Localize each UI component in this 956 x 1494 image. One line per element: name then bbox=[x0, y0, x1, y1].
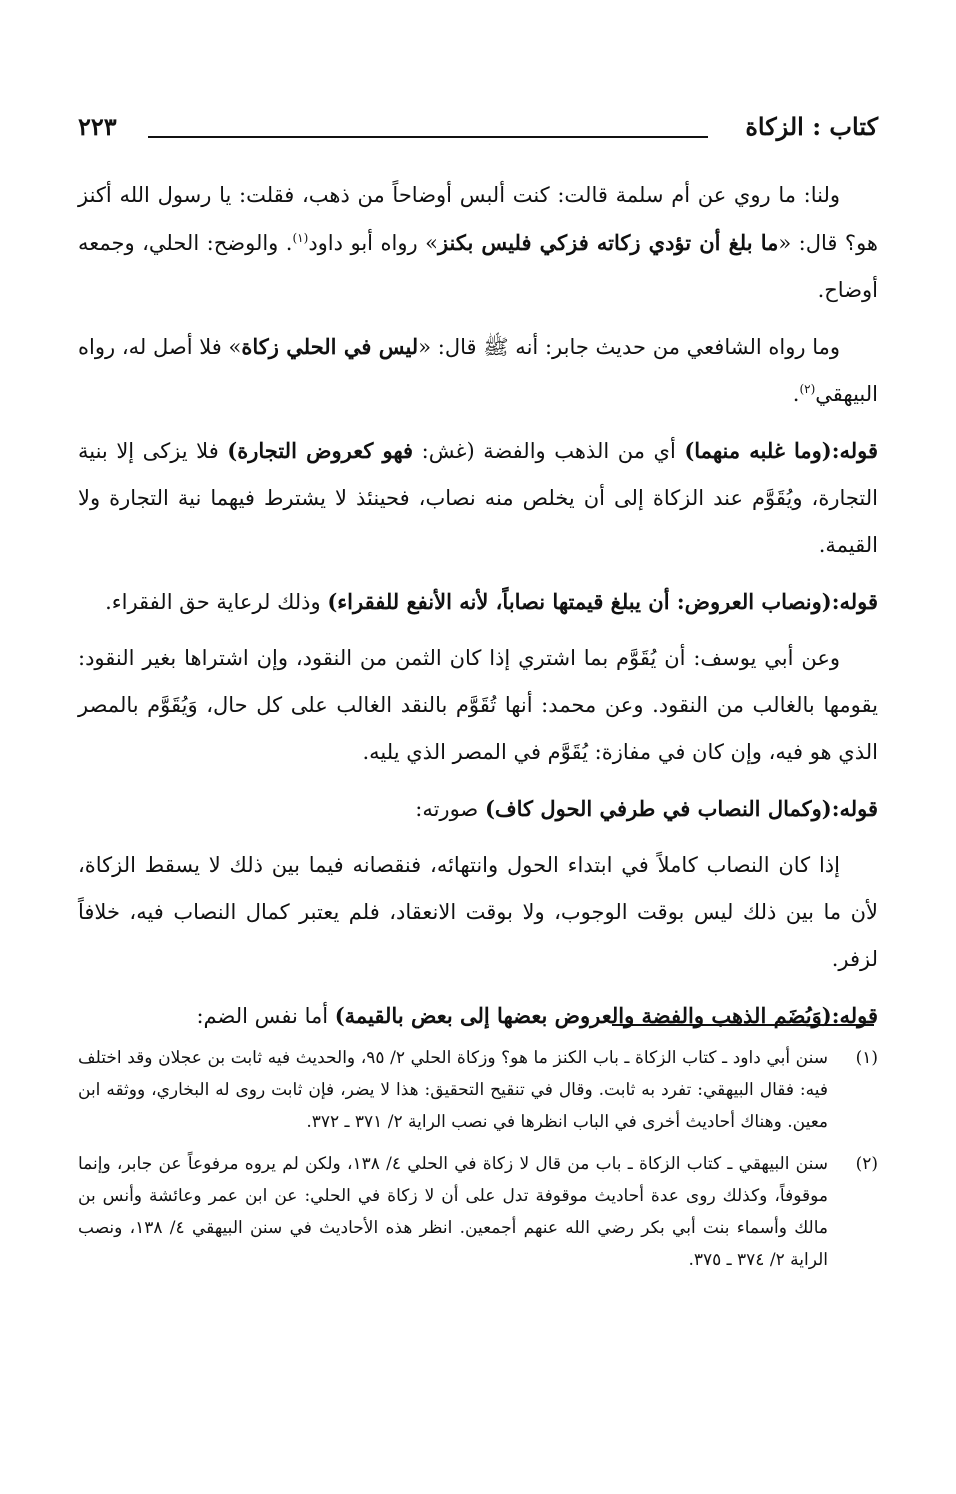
footnote-number: (١) bbox=[855, 1048, 878, 1068]
header-rule bbox=[148, 136, 708, 138]
qawl-label: قوله: bbox=[831, 796, 878, 821]
qawl-label: قوله: bbox=[831, 589, 878, 614]
footnote-ref-1: (١) bbox=[292, 231, 309, 245]
paragraph-4: قوله:(ونصاب العروض: أن يبلغ قيمتها نصاباً، لأنه الأنفع للفقراء) وذلك لرعاية حق الفقراء. bbox=[105, 589, 878, 614]
footnote-text: سنن أبي داود ـ كتاب الزكاة ـ باب الكنز ما هو؟ وزكاة الحلي ٢/ ٩٥، والحديث فيه ثابت بن عجلان وقد اختلف فيه: فقال البيهقي: تفرد به ثابت. وقال في تنقيح التحقيق: هذا لا يضر، فإن ثابت روى له البخاري، ووثقه ابن معين. وهناك أحاديث أخرى في الباب انظرها في نصب الراية ٢/ ٣٧١ ـ ٣٧٢. bbox=[78, 1048, 828, 1132]
paragraph-2: وما رواه الشافعي من حديث جابر: أنه ﷺ قال: «ليس في الحلي زكاة» فلا أصل له، رواه البيهقي$^{(٢)}$. bbox=[78, 334, 878, 406]
book-title: كتاب : الزكاة bbox=[745, 112, 878, 141]
paragraph-1: ولنا: ما روي عن أم سلمة قالت: كنت ألبس أوضاحاً من ذهب، فقلت: يا رسول الله أكنز هو؟ قال: «ما بلغ أن تؤدي زكاته فزكي فليس بكنز» رواه أبو داود$^{(١)}$. والوضح: الحلي، وجمعه أوضاح. bbox=[78, 183, 878, 302]
qawl-label: قوله: bbox=[831, 1003, 878, 1028]
paragraph-8: قوله:(وَيُضَم الذهب والفضة والعروض بعضها إلى بعض بالقيمة) أما نفس الضم: bbox=[196, 1003, 878, 1028]
paragraph-6: قوله:(وكمال النصاب في طرفي الحول كاف) صورته: bbox=[415, 796, 878, 821]
footnotes bbox=[78, 1042, 878, 1286]
footnote-number: (٢) bbox=[855, 1154, 878, 1174]
footnote-ref-2: (٢) bbox=[799, 382, 816, 396]
paragraph-5: وعن أبي يوسف: أن يُقَوَّم بما اشتري إذا كان الثمن من النقود، وإن اشتراها بغير النقود: يقومها بالغالب من النقود. وعن محمد: أنها تُقَوَّم بالنقد الغالب على كل حال، وَيُقَوَّم بالمصر الذي هو فيه، وإن كان في مفازة: يُقَوَّم في المصر الذي يليه. bbox=[78, 646, 878, 764]
paragraph-7: إذا كان النصاب كاملاً في ابتداء الحول وانتهائه، فنقصانه فيما بين ذلك لا يسقط الزكاة، لأن ما بين ذلك ليس بوقت الوجوب، ولا بوقت الانعقاد، فلم يعتبر كمال النصاب فيه، خلافاً لزفر. bbox=[78, 853, 878, 971]
hadith-quote: ما بلغ أن تؤدي زكاته فزكي فليس بكنز bbox=[437, 230, 779, 255]
qawl-label: قوله: bbox=[831, 438, 879, 463]
paragraph-3: قوله:(وما غلبه منهما) أي من الذهب والفضة (غش: فهو كعروض التجارة) فلا يزكى إلا بنية التجارة، ويُقَوَّم عند الزكاة إلى أن يخلص منه نصاب، فحينئذ لا يشترط فيهما نية التجارة ولا القيمة. bbox=[78, 438, 879, 557]
footnote-2 bbox=[78, 1148, 878, 1276]
footnote-separator bbox=[612, 1024, 874, 1026]
page-number: ٢٢٣ bbox=[78, 112, 117, 141]
main-text bbox=[78, 172, 878, 1049]
hadith-quote: ليس في الحلي زكاة bbox=[241, 334, 419, 359]
footnote-text: سنن البيهقي ـ كتاب الزكاة ـ باب من قال لا زكاة في الحلي ٤/ ١٣٨، ولكن لم يروه مرفوعاً عن جابر، وإنما موقوفاً، وكذلك روى عدة أحاديث موقوفة تدل على أن لا زكاة في الحلي: عن ابن عمر وعائشة وأنس بن مالك وأسماء بنت أبي بكر رضي الله عنهم أجمعين. انظر هذه الأحاديث في سنن البيهقي ٤/ ١٣٨، ونصب الراية ٢/ ٣٧٤ ـ ٣٧٥. bbox=[78, 1154, 828, 1270]
running-header bbox=[78, 112, 878, 148]
footnote-1 bbox=[78, 1042, 878, 1138]
